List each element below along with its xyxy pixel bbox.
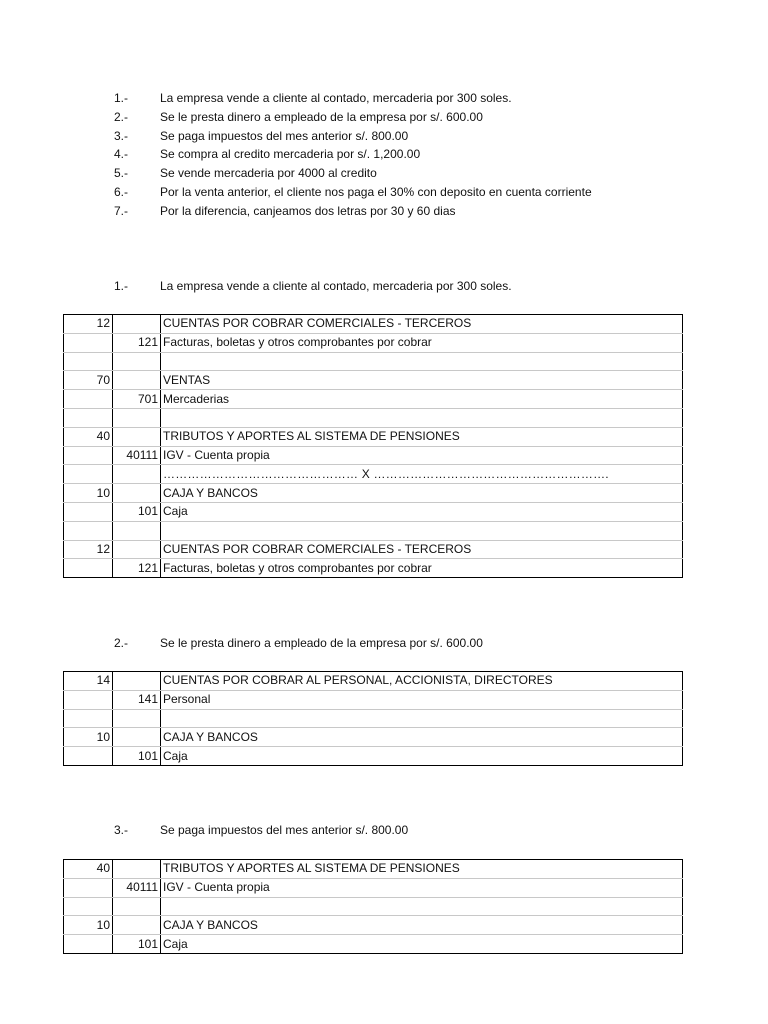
table-row [64,672,683,691]
entry-number: 3.- [114,823,129,837]
account-code [64,559,113,578]
account-name: Mercaderias [161,390,683,409]
account-name: IGV - Cuenta propia [161,446,683,465]
separator-row [64,465,683,484]
table-row [64,371,683,390]
table-row [64,878,683,897]
account-name [161,897,683,916]
item-text: Por la venta anterior, el cliente nos paga el 30% con deposito en cuenta corriente [160,184,592,199]
ledger-table [63,859,683,954]
subaccount-code: 701 [113,390,161,409]
table-row [64,521,683,540]
account-name: Facturas, boletas y otros comprobantes por cobrar [161,559,683,578]
account-name: VENTAS [161,371,683,390]
account-code: 12 [64,315,113,334]
subaccount-code [113,860,161,879]
table-row [64,502,683,521]
item-text: Por la diferencia, canjeamos dos letras por 30 y 60 dias [160,203,456,218]
account-code [64,502,113,521]
account-code [64,390,113,409]
account-code: 10 [64,728,113,747]
account-code [64,690,113,709]
ledger-table [63,314,683,578]
subaccount-code [113,897,161,916]
account-code [64,333,113,352]
list-item [114,183,592,202]
subaccount-code [113,408,161,427]
item-number: 4.- [114,147,129,162]
account-name: Caja [161,502,683,521]
subaccount-code: 121 [113,333,161,352]
list-item [114,127,592,146]
account-name: CAJA Y BANCOS [161,484,683,503]
subaccount-code [113,427,161,446]
subaccount-code [113,709,161,728]
subaccount-code: 141 [113,690,161,709]
subaccount-code: 101 [113,502,161,521]
account-code [64,408,113,427]
table-row [64,484,683,503]
account-name: Caja [161,747,683,766]
table-row [64,709,683,728]
entry-heading [114,277,512,295]
subaccount-code: 101 [113,747,161,766]
item-text: Se paga impuestos del mes anterior s/. 800.00 [160,128,409,143]
account-code: 10 [64,484,113,503]
table-row [64,747,683,766]
account-name: CUENTAS POR COBRAR AL PERSONAL, ACCIONISTA, DIRECTORES [161,672,683,691]
item-text: Se compra al credito mercaderia por s/. 1,200.00 [160,147,421,162]
ledger-table [63,671,683,766]
entry-title: Se paga impuestos del mes anterior s/. 800.00 [160,823,409,837]
subaccount-code [113,371,161,390]
account-code [64,465,113,484]
table-row [64,315,683,334]
subaccount-code: 101 [113,935,161,954]
list-item [114,202,592,221]
account-name: IGV - Cuenta propia [161,878,683,897]
subaccount-code [113,916,161,935]
account-name: TRIBUTOS Y APORTES AL SISTEMA DE PENSIONES [161,427,683,446]
subaccount-code [113,521,161,540]
table-row [64,540,683,559]
account-name: CUENTAS POR COBRAR COMERCIALES - TERCEROS [161,315,683,334]
account-code: 40 [64,860,113,879]
account-name [161,352,683,371]
subaccount-code [113,315,161,334]
table-row [64,559,683,578]
account-code [64,446,113,465]
table-row [64,446,683,465]
subaccount-code [113,540,161,559]
subaccount-code: 40111 [113,878,161,897]
item-number: 1.- [114,91,129,105]
account-code [64,521,113,540]
account-code [64,747,113,766]
subaccount-code [113,672,161,691]
list-item [114,145,592,164]
account-name: TRIBUTOS Y APORTES AL SISTEMA DE PENSIONES [161,860,683,879]
subaccount-code [113,352,161,371]
account-code: 70 [64,371,113,390]
account-code [64,897,113,916]
subaccount-code: 121 [113,559,161,578]
account-code [64,878,113,897]
item-text: La empresa vende a cliente al contado, mercaderia por 300 soles. [160,91,512,105]
account-code [64,935,113,954]
account-code: 12 [64,540,113,559]
entry-title: Se le presta dinero a empleado de la empresa por s/. 600.00 [160,636,483,650]
table-row [64,935,683,954]
account-name: CAJA Y BANCOS [161,916,683,935]
item-number: 6.- [114,184,129,199]
account-name: CAJA Y BANCOS [161,728,683,747]
account-name: Personal [161,690,683,709]
table-row [64,897,683,916]
list-item [114,108,592,127]
table-row [64,408,683,427]
table-row [64,333,683,352]
subaccount-code: 40111 [113,446,161,465]
separator-line: ………………………………………… X …………………………………………………. [161,465,683,484]
table-row [64,352,683,371]
account-code [64,709,113,728]
table-row [64,728,683,747]
subaccount-code [113,484,161,503]
table-row [64,690,683,709]
entry-number: 2.- [114,636,129,650]
item-text: Se le presta dinero a empleado de la empresa por s/. 600.00 [160,109,483,124]
subaccount-code [113,465,161,484]
table-row [64,427,683,446]
item-number: 7.- [114,203,129,218]
item-number: 2.- [114,109,129,124]
account-name [161,408,683,427]
item-text: Se vende mercaderia por 4000 al credito [160,166,377,181]
entry-heading [114,634,483,652]
subaccount-code [113,728,161,747]
table-row [64,916,683,935]
transaction-list [114,89,592,221]
entry-title: La empresa vende a cliente al contado, mercaderia por 300 soles. [160,279,512,293]
account-name: CUENTAS POR COBRAR COMERCIALES - TERCEROS [161,540,683,559]
list-item [114,89,592,108]
table-row [64,860,683,879]
account-code [64,352,113,371]
account-name: Caja [161,935,683,954]
account-code: 40 [64,427,113,446]
entry-number: 1.- [114,279,129,293]
table-row [64,390,683,409]
account-code: 14 [64,672,113,691]
entry-heading [114,821,408,839]
list-item [114,164,592,183]
item-number: 3.- [114,128,129,143]
item-number: 5.- [114,166,129,181]
account-name [161,709,683,728]
account-code: 10 [64,916,113,935]
account-name [161,521,683,540]
account-name: Facturas, boletas y otros comprobantes por cobrar [161,333,683,352]
